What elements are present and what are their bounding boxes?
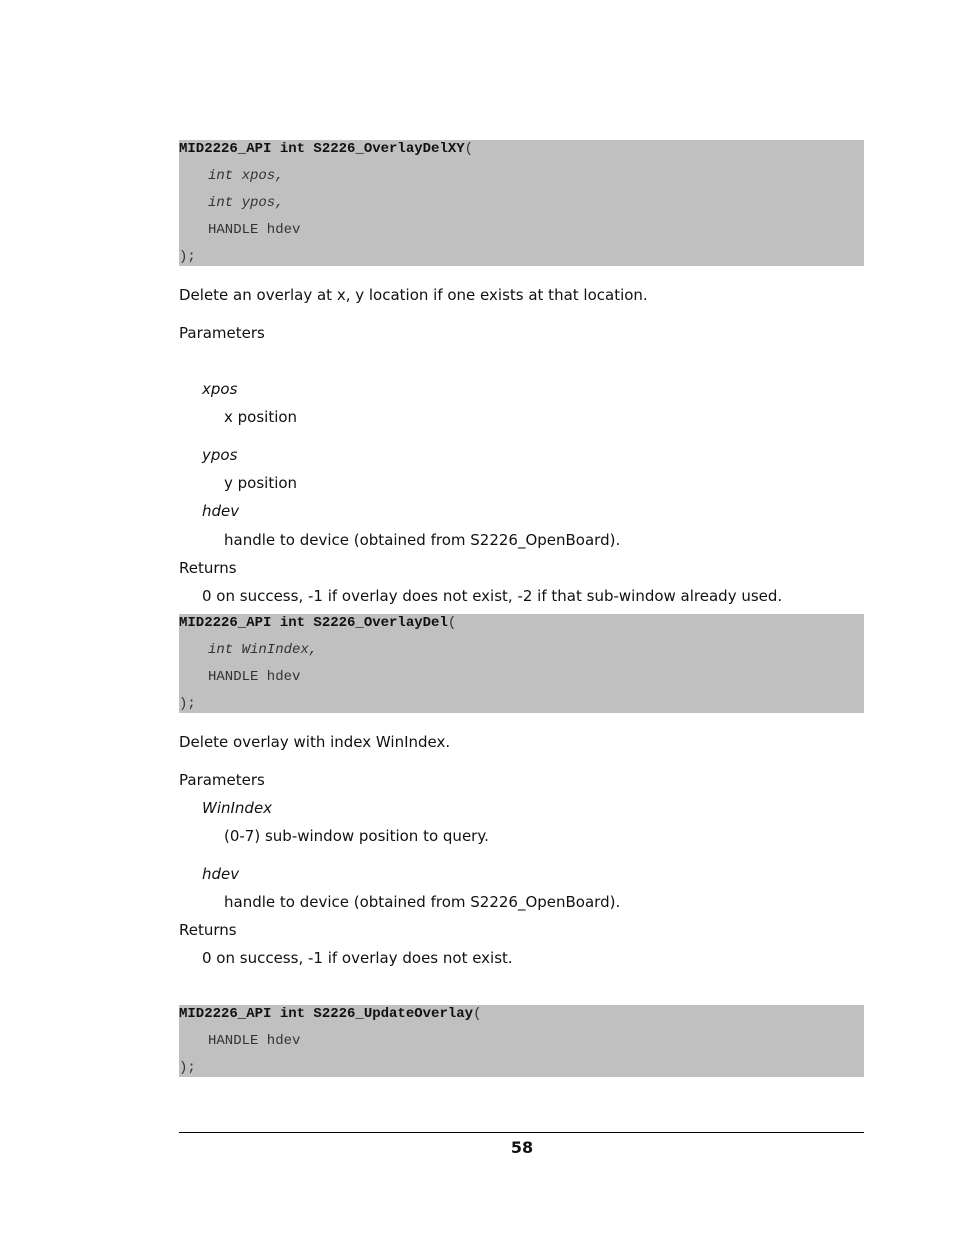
- param-description: x position: [224, 408, 298, 426]
- code-block-update-overlay: [179, 1005, 864, 1077]
- code-param: HANDLE hdev: [208, 222, 301, 238]
- code-block-overlay-del: [179, 614, 864, 713]
- function-description: Delete overlay with index WinIndex.: [179, 733, 451, 751]
- param-description: handle to device (obtained from S2226_OpenBoard).: [224, 893, 621, 911]
- parameters-heading: Parameters: [179, 771, 265, 789]
- code-signature-line: [179, 140, 473, 167]
- function-signature: MID2226_API int S2226_OverlayDelXY: [179, 141, 465, 157]
- param-description: (0-7) sub-window position to query.: [224, 827, 489, 845]
- code-param: HANDLE hdev: [208, 1033, 301, 1049]
- returns-description: 0 on success, -1 if overlay does not exist.: [202, 949, 513, 967]
- code-close: );: [179, 1060, 196, 1076]
- code-param: int ypos,: [208, 195, 284, 211]
- param-name: hdev: [202, 865, 240, 883]
- function-description: Delete an overlay at x, y location if one exists at that location.: [179, 286, 648, 304]
- code-close: );: [179, 696, 196, 712]
- param-name: ypos: [202, 446, 238, 464]
- code-block-overlay-del-xy: [179, 140, 864, 266]
- code-param: HANDLE hdev: [208, 669, 301, 685]
- returns-heading: Returns: [179, 921, 237, 939]
- code-close: );: [179, 249, 196, 265]
- code-signature-line: [179, 1005, 481, 1032]
- function-signature: MID2226_API int S2226_OverlayDel: [179, 615, 448, 631]
- open-paren: (: [473, 1006, 482, 1022]
- param-name: WinIndex: [202, 799, 273, 817]
- param-description: y position: [224, 474, 298, 492]
- open-paren: (: [464, 141, 474, 157]
- parameters-heading: Parameters: [179, 324, 265, 342]
- code-signature-line: [179, 614, 456, 641]
- function-signature: MID2226_API int S2226_UpdateOverlay: [179, 1006, 474, 1022]
- page-number: 58: [510, 1138, 534, 1157]
- footer-divider: [179, 1132, 864, 1133]
- returns-heading: Returns: [179, 559, 237, 577]
- param-name: xpos: [202, 380, 238, 398]
- returns-description: 0 on success, -1 if overlay does not exist, -2 if that sub-window already used.: [202, 587, 783, 605]
- open-paren: (: [447, 615, 457, 631]
- code-param: int WinIndex,: [208, 642, 318, 658]
- param-description: handle to device (obtained from S2226_OpenBoard).: [224, 531, 621, 549]
- code-param: int xpos,: [208, 168, 284, 184]
- param-name: hdev: [202, 502, 240, 520]
